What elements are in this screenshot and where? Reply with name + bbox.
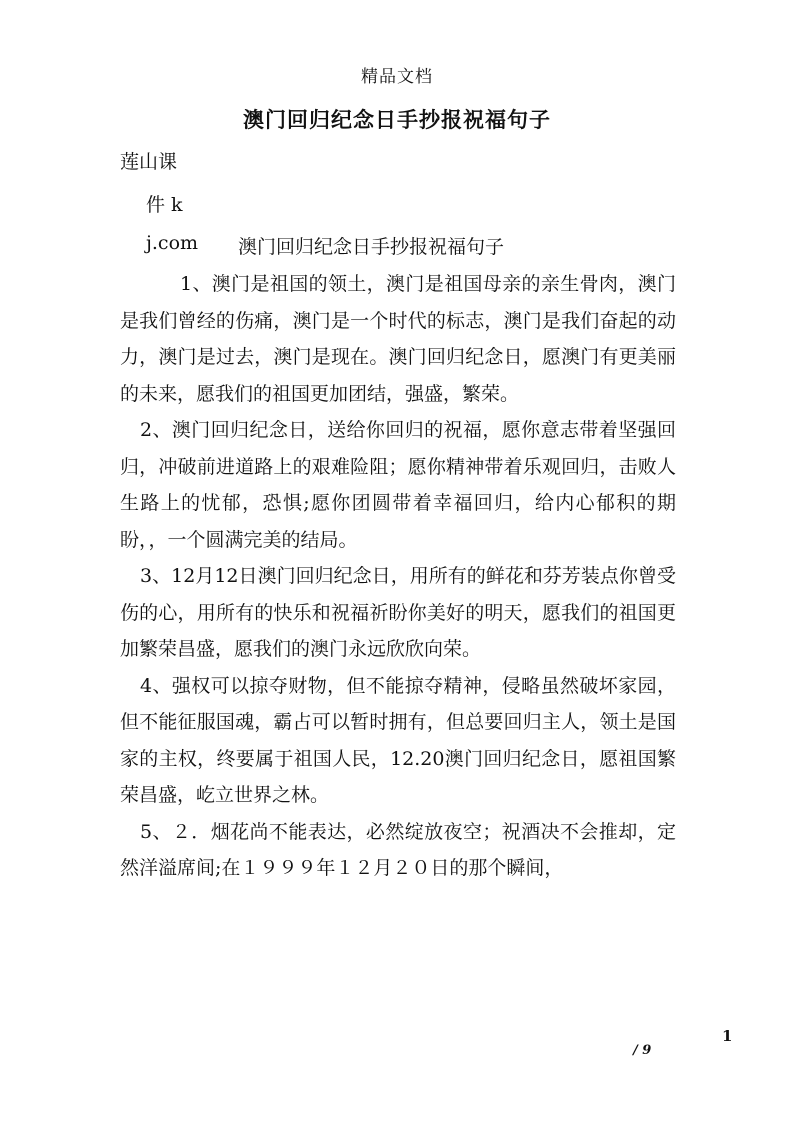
paragraph-3: 3、12月12日澳门回归纪念日，用所有的鲜花和芬芳装点你曾受伤的心，用所有的快乐和祝福祈盼你美好的明天，愿我们的祖国更加繁荣昌盛，愿我们的澳门永远欣欣向荣。 <box>120 565 676 660</box>
document-title: 澳门回归纪念日手抄报祝福句子 <box>243 107 551 132</box>
page-total: / 9 <box>633 1043 652 1058</box>
source-line-3-title: 澳门回归纪念日手抄报祝福句子 <box>238 236 505 258</box>
source-line-2: 件 k <box>146 194 183 216</box>
paragraph-4: 4、强权可以掠夺财物，但不能掠夺精神，侵略虽然破坏家园，但不能征服国魂，霸占可以暂时拥有，但总要回归主人，领土是国家的主权，终要属于祖国人民，12.20澳门回归纪念日，愿祖国繁荣昌盛，屹立世界之林。 <box>120 674 676 806</box>
source-line-1: 莲山课 <box>120 151 178 173</box>
paragraph-2: 2、澳门回归纪念日，送给你回归的祝福，愿你意志带着坚强回归，冲破前进道路上的艰难险阻；愿你精神带着乐观回归，击败人生路上的忧郁，恐惧;愿你团圆带着幸福回归，给内心郁积的期盼，，一个圆满完美的结局。 <box>120 419 676 551</box>
source-line-3-domain: j.com <box>146 232 199 254</box>
page-number: 1 <box>722 1027 733 1045</box>
paragraph-5: 5、２．烟花尚不能表达，必然绽放夜空；祝酒决不会推却，定然洋溢席间;在１９９９年１２月２０日的那个瞬间， <box>120 820 676 879</box>
paragraph-1: 1、澳门是祖国的领土，澳门是祖国母亲的亲生骨肉，澳门是我们曾经的伤痛，澳门是一个时代的标志，澳门是我们奋起的动力，澳门是过去，澳门是现在。澳门回归纪念日，愿澳门有更美丽的未来，愿我们的祖国更加团结，强盛，繁荣。 <box>120 273 676 405</box>
document-body <box>120 266 676 887</box>
page-header: 精品文档 <box>361 67 433 87</box>
